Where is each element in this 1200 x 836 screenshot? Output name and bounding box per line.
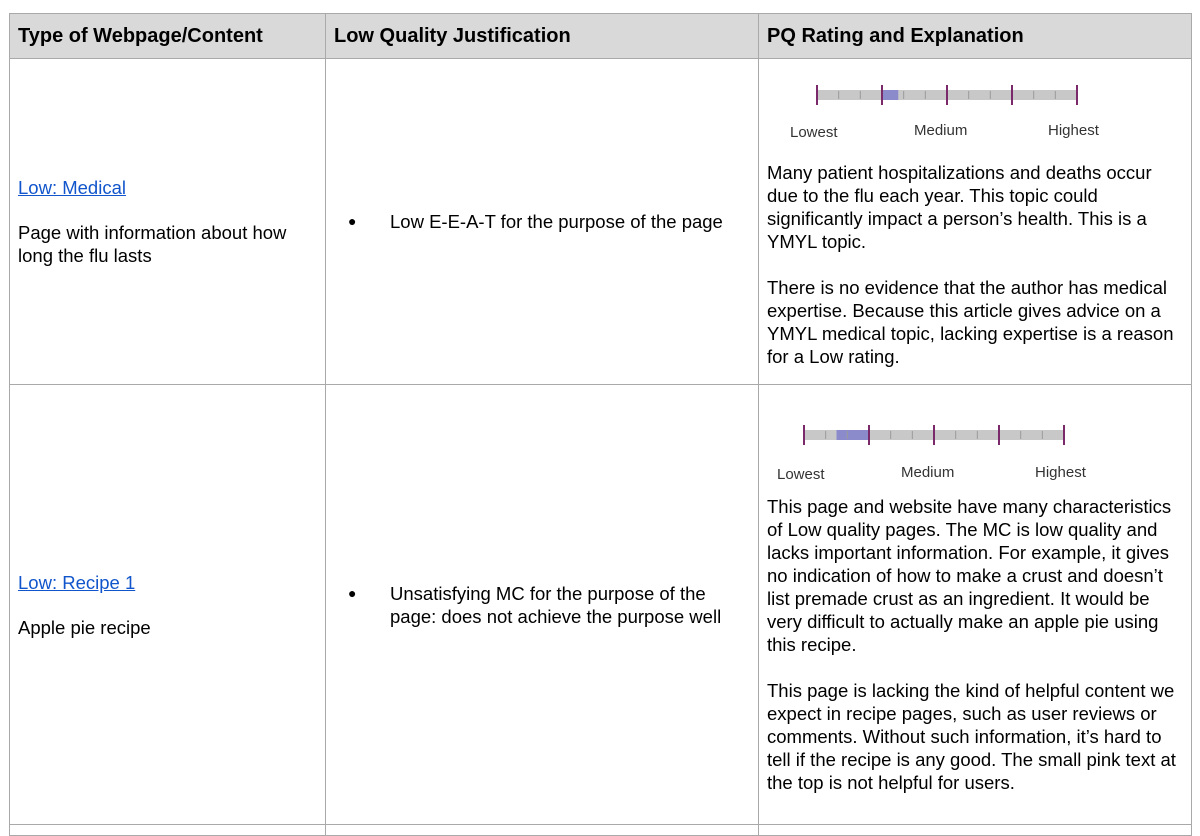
header-justification: Low Quality Justification — [326, 14, 759, 59]
rating-cell — [759, 59, 1192, 385]
justification-item — [334, 582, 750, 628]
scale-rating-fill — [837, 430, 870, 440]
explanation-paragraph: There is no evidence that the author has medical expertise. Because this article gives advice on a YMYL medical topic, lacking expertise is a reason for a Low rating. — [767, 277, 1174, 367]
header-row — [10, 14, 1192, 59]
rating-cell — [759, 385, 1192, 825]
pq-rating-scale — [767, 415, 1127, 487]
header-type: Type of Webpage/Content — [10, 14, 326, 59]
bullet-icon: ● — [348, 213, 357, 229]
scale-label-medium: Medium — [901, 464, 955, 481]
scale-rating-fill — [882, 90, 898, 100]
rating-slider-graphic — [767, 75, 1127, 115]
scale-label-highest: Highest — [1035, 464, 1086, 481]
table-row — [10, 59, 1192, 385]
type-cell — [10, 385, 326, 825]
page-description: Apple pie recipe — [18, 616, 151, 638]
scale-label-lowest: Lowest — [790, 124, 838, 141]
justification-cell — [326, 59, 759, 385]
justification-text: Unsatisfying MC for the purpose of the page: does not achieve the purpose well — [390, 582, 722, 627]
page-description: Page with information about how long the flu lasts — [18, 222, 287, 266]
type-cell — [10, 59, 326, 385]
pq-rating-scale — [767, 75, 1127, 147]
justification-text: Low E-E-A-T for the purpose of the page — [390, 211, 723, 232]
rating-table — [9, 13, 1192, 836]
explanation-paragraph: Many patient hospitalizations and deaths occur due to the flu each year. This topic could significantly impact a person’s health. This is a YMYL topic. — [767, 162, 1152, 252]
header-rating: PQ Rating and Explanation — [759, 14, 1192, 59]
bullet-icon: ● — [348, 584, 357, 601]
explanation-paragraph: This page is lacking the kind of helpful content we expect in recipe pages, such as user reviews or comments. Without such information, it’s hard to tell if the recipe is any good. The small pink text at the top is not helpful for users. — [767, 680, 1176, 793]
explanation-paragraph: This page and website have many characteristics of Low quality pages. The MC is low quality and lacks important information. For example, it gives no indication of how to make a crust and doesn’t list premade crust as an ingredient. It would be very difficult to actually make an apple pie using this recipe. — [767, 496, 1172, 655]
justification-cell — [326, 385, 759, 825]
example-link[interactable]: Low: Recipe 1 — [18, 571, 136, 593]
justification-item — [334, 210, 750, 233]
table-row — [10, 825, 1192, 836]
example-link[interactable]: Low: Medical — [18, 177, 126, 198]
rating-slider-graphic — [767, 415, 1127, 455]
table-row — [10, 385, 1192, 825]
scale-label-highest: Highest — [1048, 122, 1099, 139]
scale-label-medium: Medium — [914, 122, 968, 139]
scale-label-lowest: Lowest — [777, 466, 825, 483]
